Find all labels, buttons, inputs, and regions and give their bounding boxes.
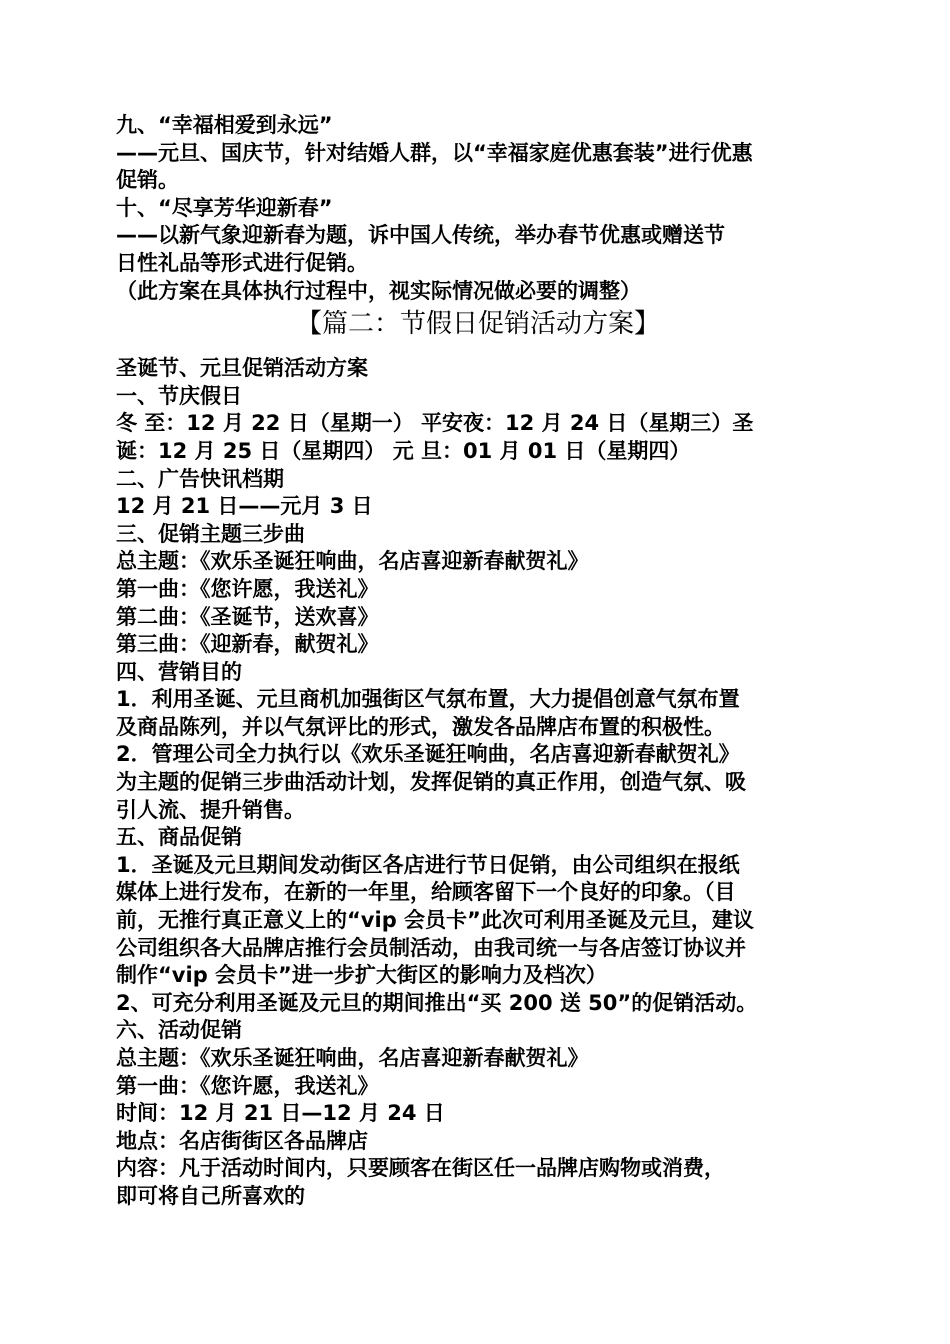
text-line: 二、广告快讯档期 [116,466,284,491]
text-line: 第一曲：《您许愿，我送礼》 [116,576,379,601]
main-section [116,355,840,1210]
text-line: 引人流、提升销售。 [116,797,305,822]
text-line: 公司组织各大品牌店推行会员制活动，由我司统一与各店签订协议并 [116,935,746,960]
text-line: 六、活动促销 [116,1018,242,1043]
text-line: 时间：12 月 21 日—12 月 24 日 [116,1101,445,1126]
text-line: 第二曲：《圣诞节，送欢喜》 [116,604,379,629]
text-line: 总主题：《欢乐圣诞狂响曲，名店喜迎新春献贺礼》 [116,549,589,574]
text-line: 及商品陈列，并以气氛评比的形式，激发各品牌店布置的积极性。 [116,714,725,739]
text-line: 内容：凡于活动时间内，只要顾客在街区任一品牌店购物或消费， [116,1156,725,1181]
text-line: 促销。 [116,168,179,193]
text-line: 1．圣诞及元旦期间发动街区各店进行节日促销，由公司组织在报纸 [116,852,740,877]
text-line: 2．管理公司全力执行以《欢乐圣诞狂响曲，名店喜迎新春献贺礼》 [116,742,740,767]
text-line: 媒体上进行发布，在新的一年里，给顾客留下一个良好的印象。（目 [116,880,736,905]
text-line: 圣诞节、元旦促销活动方案 [116,356,368,381]
text-line: 十、“尽享芳华迎新春” [116,195,333,220]
section-title: 【篇二：节假日促销活动方案】 [295,309,660,340]
text-line: 日性礼品等形式进行促销。 [116,250,368,275]
text-line: ——元旦、国庆节，针对结婚人群，以“幸福家庭优惠套装”进行优惠 [116,140,753,165]
text-line: ——以新气象迎新春为题，诉中国人传统，举办春节优惠或赠送节 [116,223,725,248]
text-line: 三、促销主题三步曲 [116,521,305,546]
text-line: 四、营销目的 [116,659,242,684]
top-section [116,112,840,305]
text-line: （此方案在具体执行过程中，视实际情况做必要的调整） [116,278,641,303]
text-line: 为主题的促销三步曲活动计划，发挥促销的真正作用，创造气氛、吸 [116,770,746,795]
text-line: 12 月 21 日——元月 3 日 [116,494,373,519]
document-page [116,112,840,1211]
text-line: 2、可充分利用圣诞及元旦的期间推出“买 200 送 50”的促销活动。 [116,990,758,1015]
text-line: 一、节庆假日 [116,383,242,408]
text-line: 前，无推行真正意义上的“vip 会员卡”此次可利用圣诞及元旦，建议 [116,908,754,933]
text-line: 第一曲：《您许愿，我送礼》 [116,1073,379,1098]
text-line: 地点：名店街街区各品牌店 [116,1128,368,1153]
text-line: 1．利用圣诞、元旦商机加强街区气氛布置，大力提倡创意气氛布置 [116,687,740,712]
text-line: 总主题：《欢乐圣诞狂响曲，名店喜迎新春献贺礼》 [116,1046,589,1070]
text-line: 诞：12 月 25 日（星期四） 元 旦：01 月 01 日（星期四） [116,438,691,463]
text-line: 制作“vip 会员卡”进一步扩大街区的影响力及档次） [116,963,607,988]
text-line: 九、“幸福相爱到永远” [116,113,333,137]
text-line: 冬 至：12 月 22 日（星期一） 平安夜：12 月 24 日（星期三）圣 [116,411,754,436]
text-line: 即可将自己所喜欢的 [116,1183,305,1208]
text-line: 第三曲：《迎新春，献贺礼》 [116,632,379,657]
text-line: 五、商品促销 [116,825,242,850]
